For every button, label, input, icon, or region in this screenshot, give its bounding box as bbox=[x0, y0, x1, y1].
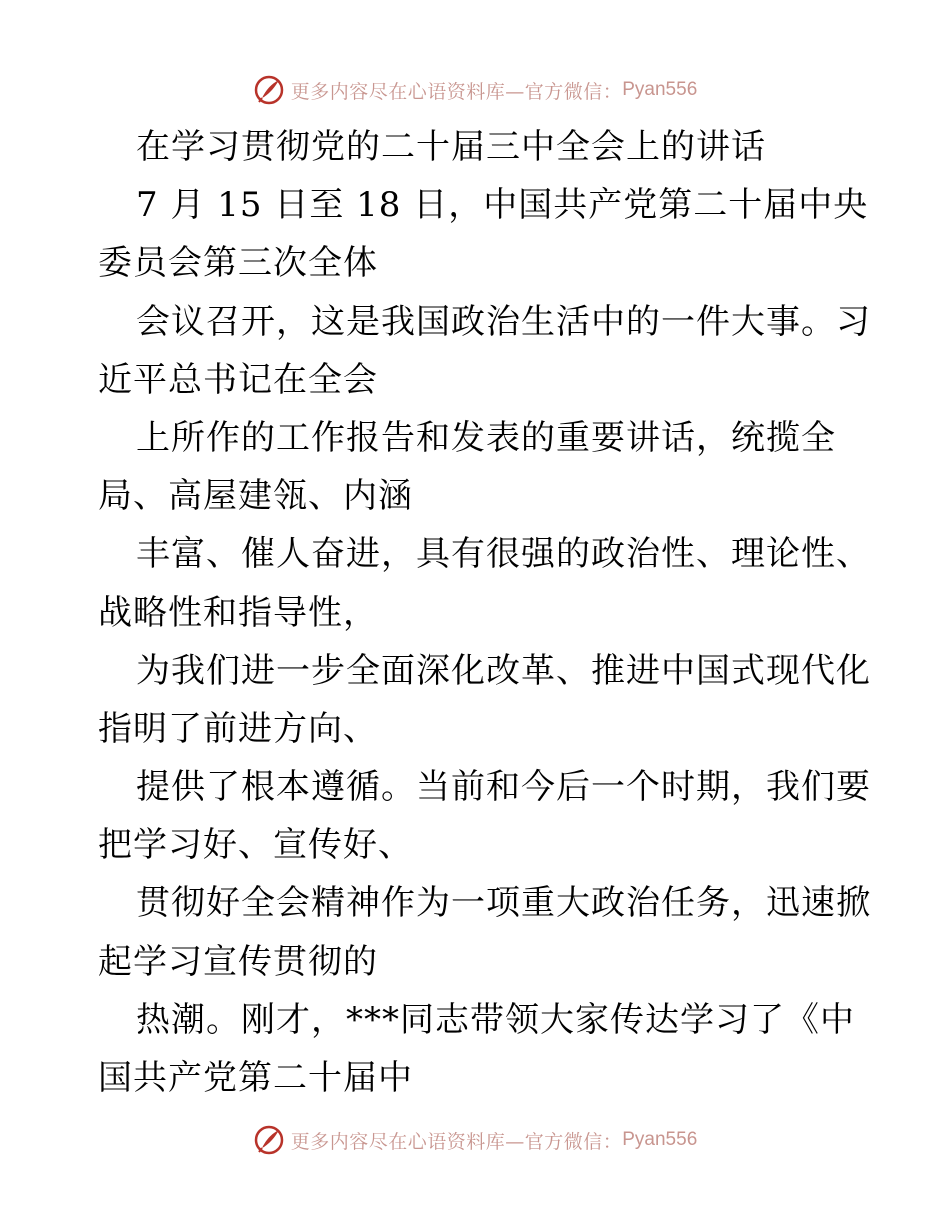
text-line: 把学习好、宣传好、 bbox=[98, 825, 413, 866]
text-line: 贯彻好全会精神作为一项重大政治任务，迅速掀 bbox=[136, 883, 871, 924]
text-line: 战略性和指导性， bbox=[98, 592, 378, 633]
document-body bbox=[98, 118, 871, 1107]
text-line: 国共产党第二十届中 bbox=[98, 1058, 413, 1098]
watermark-text: 更多内容尽在心语资料库—官方微信： bbox=[290, 1130, 623, 1153]
text-line: 会议召开，这是我国政治生活中的一件大事。习 bbox=[136, 301, 871, 342]
text-line: 指明了前进方向、 bbox=[98, 708, 378, 749]
text-line: 近平总书记在全会 bbox=[98, 359, 378, 400]
text-line: 提供了根本遵循。当前和今后一个时期，我们要 bbox=[136, 767, 871, 808]
text-line: 在学习贯彻党的二十届三中全会上的讲话 bbox=[136, 127, 766, 167]
quill-pen-icon bbox=[253, 1124, 285, 1156]
text-line: 为我们进一步全面深化改革、推进中国式现代化 bbox=[136, 650, 871, 691]
text-line: 7 月 15 日至 18 日，中国共产党第二十届中央 bbox=[136, 185, 869, 226]
watermark-wechat-id: Pyan556 bbox=[622, 1129, 698, 1150]
watermark-text: 更多内容尽在心语资料库—官方微信： bbox=[290, 80, 623, 103]
text-line: 委员会第三次全体 bbox=[98, 243, 378, 284]
header-watermark bbox=[0, 70, 950, 110]
text-line: 起学习宣传贯彻的 bbox=[98, 941, 378, 982]
quill-pen-icon bbox=[253, 74, 285, 106]
footer-watermark bbox=[0, 1120, 950, 1160]
text-line: 上所作的工作报告和发表的重要讲话，统揽全 bbox=[136, 417, 836, 458]
text-line: 丰富、催人奋进，具有很强的政治性、理论性、 bbox=[136, 534, 871, 575]
watermark-wechat-id: Pyan556 bbox=[622, 79, 698, 100]
text-line: 热潮。刚才，***同志带领大家传达学习了《中 bbox=[136, 999, 855, 1040]
text-line: 局、高屋建瓴、内涵 bbox=[98, 476, 413, 517]
